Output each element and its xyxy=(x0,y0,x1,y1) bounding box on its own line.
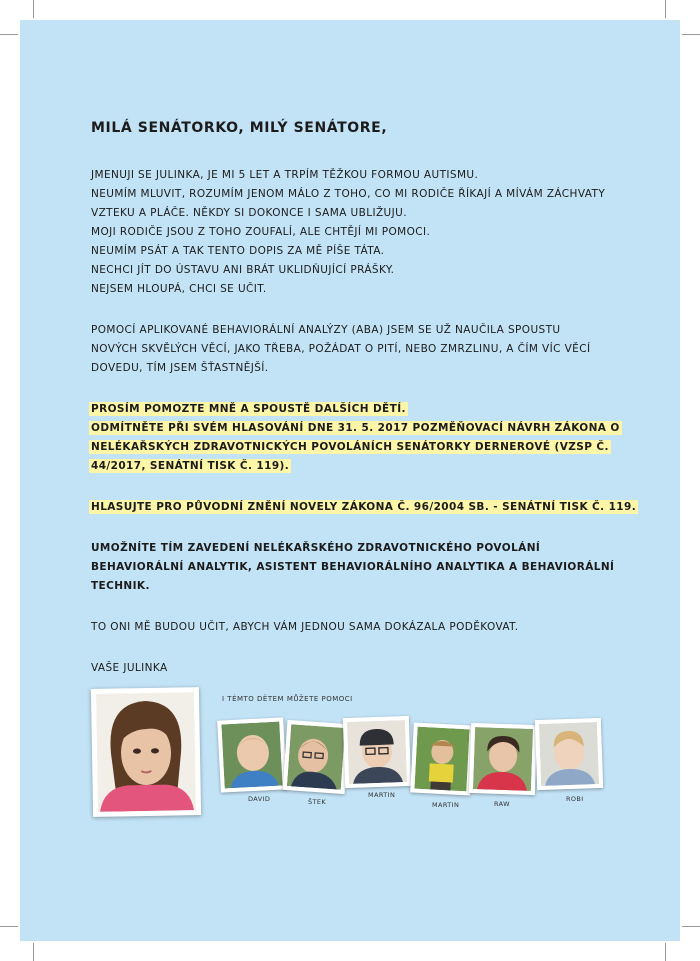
child-name: DAVID xyxy=(248,795,271,803)
intro-paragraph xyxy=(91,166,611,299)
intro-line: MOJI RODIČE JSOU Z TOHO ZOUFALÍ, ALE CHTĚJÍ MI POMOCI. xyxy=(91,226,431,238)
aba-line: NOVÝCH SKVĚLÝCH VĚCÍ, JAKO TŘEBA, POŽÁDAT O PITÍ, NEBO ZMRZLINU, A ČÍM VÍC VĚCÍ xyxy=(91,343,591,355)
child-photo xyxy=(469,723,537,795)
child-name: MARTIN xyxy=(432,801,460,809)
child-photo xyxy=(283,720,350,794)
crop-mark xyxy=(665,0,666,18)
signature: VAŠE JULINKA xyxy=(91,662,168,674)
closing-line: TO ONI MĚ BUDOU UČIT, ABYCH VÁM JEDNOU SAMA DOKÁZALA PODĚKOVAT. xyxy=(91,621,519,633)
intro-line: NEJSEM HLOUPÁ, CHCI SE UČIT. xyxy=(91,283,267,295)
child-name: MARTIN xyxy=(368,791,396,799)
intro-line: NEUMÍM PSÁT A TAK TENTO DOPIS ZA MĚ PÍŠE TÁTA. xyxy=(91,245,385,257)
crop-mark xyxy=(0,34,18,35)
crop-mark xyxy=(665,943,666,961)
enable-line: BEHAVIORÁLNÍ ANALYTIK, ASISTENT BEHAVIORÁLNÍHO ANALYTIKA A BEHAVIORÁLNÍ xyxy=(91,561,615,573)
enable-line: TECHNIK. xyxy=(91,580,150,592)
crop-mark xyxy=(0,926,18,927)
appeal-line: 44/2017, SENÁTNÍ TISK Č. 119). xyxy=(91,460,290,472)
intro-line: JMENUJI SE JULINKA, JE MI 5 LET A TRPÍM TĚŽKOU FORMOU AUTISMU. xyxy=(91,169,479,181)
crop-mark xyxy=(33,943,34,961)
gallery-label: I TÉMTO DĚTEM MŮŽETE POMOCI xyxy=(222,695,353,703)
enable-line: UMOŽNÍTE TÍM ZAVEDENÍ NELÉKAŘSKÉHO ZDRAVOTNICKÉHO POVOLÁNÍ xyxy=(91,542,541,554)
letter-body xyxy=(91,120,637,678)
closing-paragraph xyxy=(91,618,611,637)
child-photo xyxy=(410,722,474,795)
enable-paragraph xyxy=(91,539,615,596)
crop-mark xyxy=(682,34,700,35)
intro-line: VZTEKU A PLÁČE. NĚKDY SI DOKONCE I SAMA UBLIŽUJU. xyxy=(91,207,407,219)
appeal-line: PROSÍM POMOZTE MNĚ A SPOUSTĚ DALŠÍCH DĚTÍ. xyxy=(91,403,406,415)
appeal-line: NELÉKAŘSKÝCH ZDRAVOTNICKÝCH POVOLÁNÍCH SENÁTORKY DERNEROVÉ (VZSP Č. xyxy=(91,441,609,453)
child-name: ROBI xyxy=(566,795,584,803)
child-photo xyxy=(217,717,287,792)
vote-paragraph xyxy=(91,498,637,517)
intro-line: NECHCI JÍT DO ÚSTAVU ANI BRÁT UKLIDŇUJÍCÍ PRÁŠKY. xyxy=(91,264,395,276)
aba-line: POMOCÍ APLIKOVANÉ BEHAVIORÁLNÍ ANALÝZY (ABA) JSEM SE UŽ NAUČILA SPOUSTU xyxy=(91,324,561,336)
child-photo xyxy=(535,718,603,790)
intro-line: NEUMÍM MLUVIT, ROZUMÍM JENOM MÁLO Z TOHO, CO MI RODIČE ŘÍKAJÍ A MÍVÁM ZÁCHVATY xyxy=(91,188,606,200)
child-name: RAW xyxy=(494,800,510,808)
aba-paragraph xyxy=(91,321,611,378)
child-name: ŠTEK xyxy=(308,798,327,806)
letter-greeting: MILÁ SENÁTORKO, MILÝ SENÁTORE, xyxy=(91,120,388,136)
child-photo xyxy=(343,716,411,788)
crop-mark xyxy=(33,0,34,18)
vote-line: HLASUJTE PRO PŮVODNÍ ZNĚNÍ NOVELY ZÁKONA Č. 96/2004 SB. - SENÁTNÍ TISK Č. 119. xyxy=(91,501,637,513)
appeal-paragraph xyxy=(91,400,620,476)
julinka-photo xyxy=(91,687,201,817)
appeal-line: ODMÍTNĚTE PŘI SVÉM HLASOVÁNÍ DNE 31. 5. 2017 POZMĚŇOVACÍ NÁVRH ZÁKONA O xyxy=(91,422,620,434)
crop-mark xyxy=(682,926,700,927)
aba-line: DOVEDU, TÍM JSEM ŠŤASTNĚJŠÍ. xyxy=(91,362,269,374)
